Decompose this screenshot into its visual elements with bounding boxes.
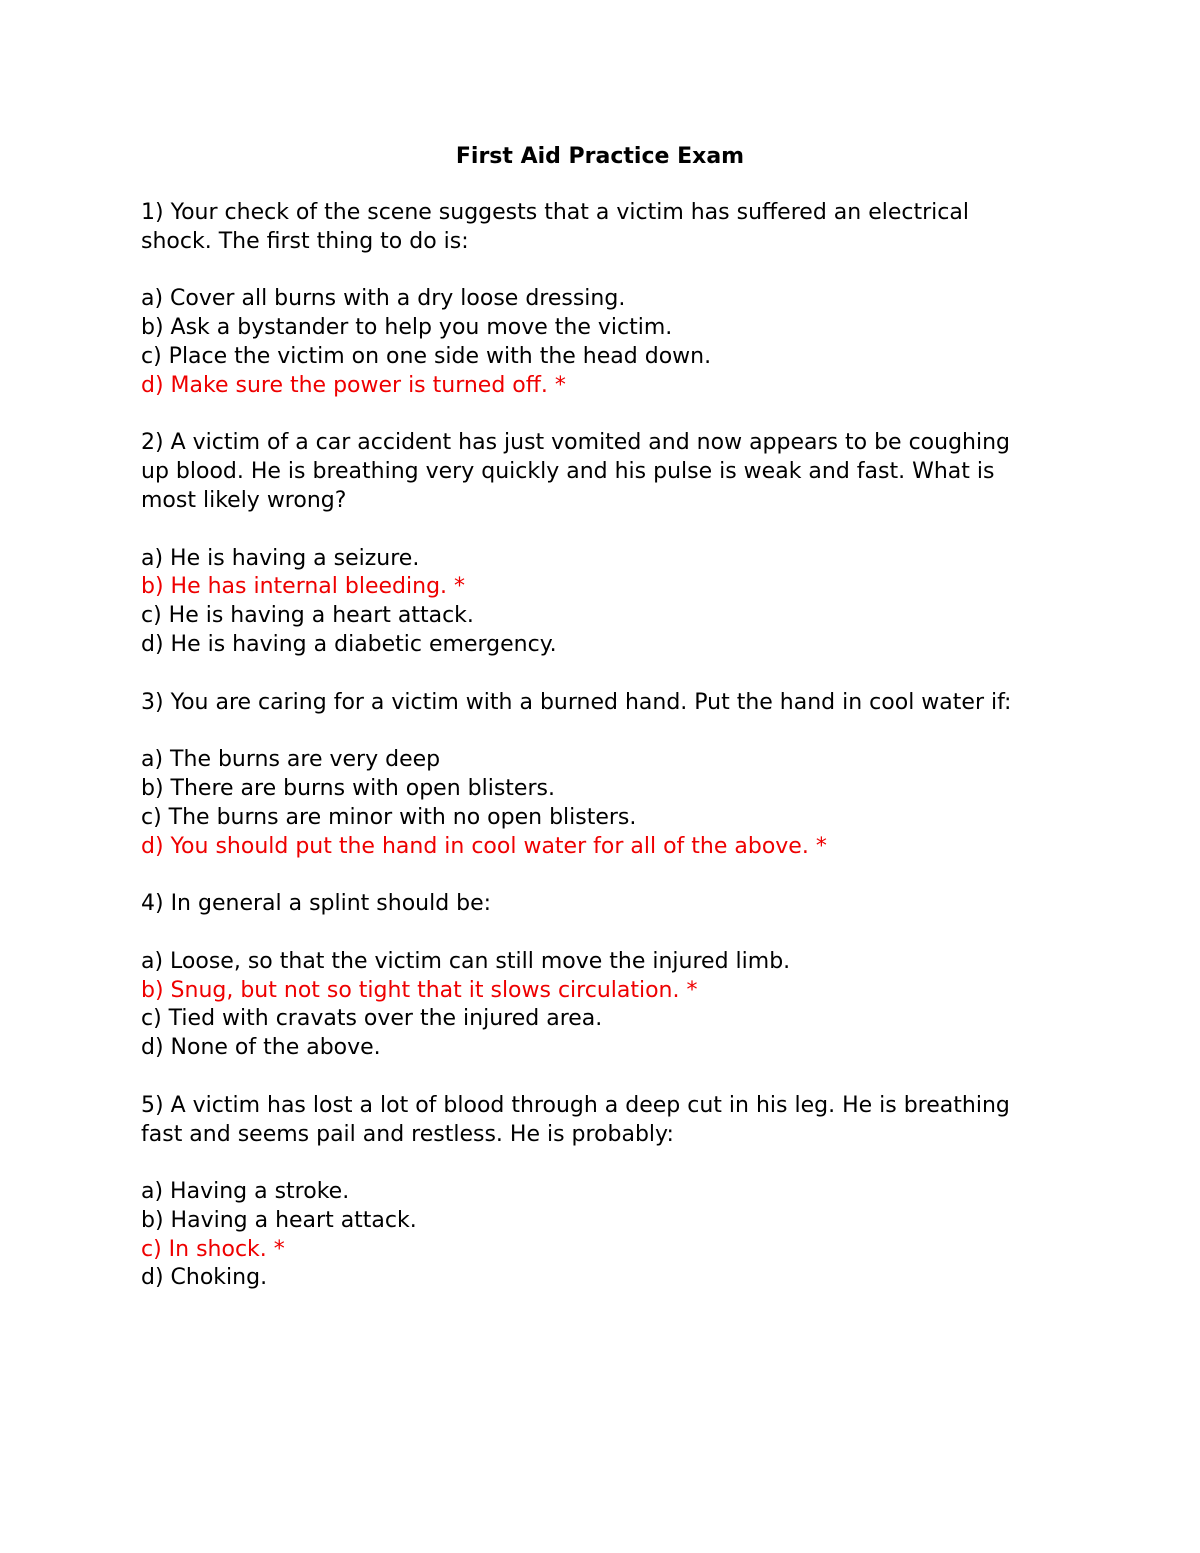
page-title: First Aid Practice Exam <box>455 144 745 169</box>
answer-option: c) He is having a heart attack. <box>141 603 474 629</box>
answer-option: c) The burns are minor with no open blisters. <box>141 804 637 830</box>
question-text: 1) Your check of the scene suggests that a victim has suffered an electrical shock. The first thing to do is: <box>141 200 969 254</box>
answer-option: b) Having a heart attack. <box>141 1207 417 1233</box>
question-1 <box>141 199 1041 401</box>
question-5 <box>141 1092 1041 1294</box>
answer-option: a) Loose, so that the victim can still move the injured limb. <box>141 948 791 974</box>
answer-option: a) The burns are very deep <box>141 747 441 773</box>
answer-option: a) Having a stroke. <box>141 1179 350 1205</box>
answer-option: c) Place the victim on one side with the head down. <box>141 343 712 369</box>
correct-answer-option: b) Snug, but not so tight that it slows circulation. * <box>141 977 698 1003</box>
correct-answer-option: d) Make sure the power is turned off. * <box>141 372 566 398</box>
answer-option: b) Ask a bystander to help you move the victim. <box>141 315 673 341</box>
answer-option: a) He is having a seizure. <box>141 545 420 571</box>
question-list <box>141 199 1041 1322</box>
question-3 <box>141 689 1041 862</box>
answer-option: b) There are burns with open blisters. <box>141 775 555 801</box>
answer-option: a) Cover all burns with a dry loose dressing. <box>141 286 626 312</box>
question-text: 5) A victim has lost a lot of blood through a deep cut in his leg. He is breathing fast and seems pail and restless. He is probably: <box>141 1092 1010 1147</box>
correct-answer-option: b) He has internal bleeding. * <box>141 574 466 600</box>
correct-answer-option: d) You should put the hand in cool water for all of the above. * <box>141 833 827 859</box>
question-text: 4) In general a splint should be: <box>141 891 492 917</box>
question-text: 2) A victim of a car accident has just vomited and now appears to be coughing up blood. He is breathing very quickly and his pulse is weak and fast. What is most likely wrong? <box>141 430 1010 513</box>
question-2 <box>141 429 1041 659</box>
answer-option: d) None of the above. <box>141 1035 381 1061</box>
question-4 <box>141 890 1041 1063</box>
answer-option: d) He is having a diabetic emergency. <box>141 631 557 657</box>
question-text: 3) You are caring for a victim with a burned hand. Put the hand in cool water if: <box>141 689 1012 715</box>
answer-option: c) Tied with cravats over the injured area. <box>141 1006 603 1032</box>
correct-answer-option: c) In shock. * <box>141 1236 285 1262</box>
answer-option: d) Choking. <box>141 1265 268 1291</box>
